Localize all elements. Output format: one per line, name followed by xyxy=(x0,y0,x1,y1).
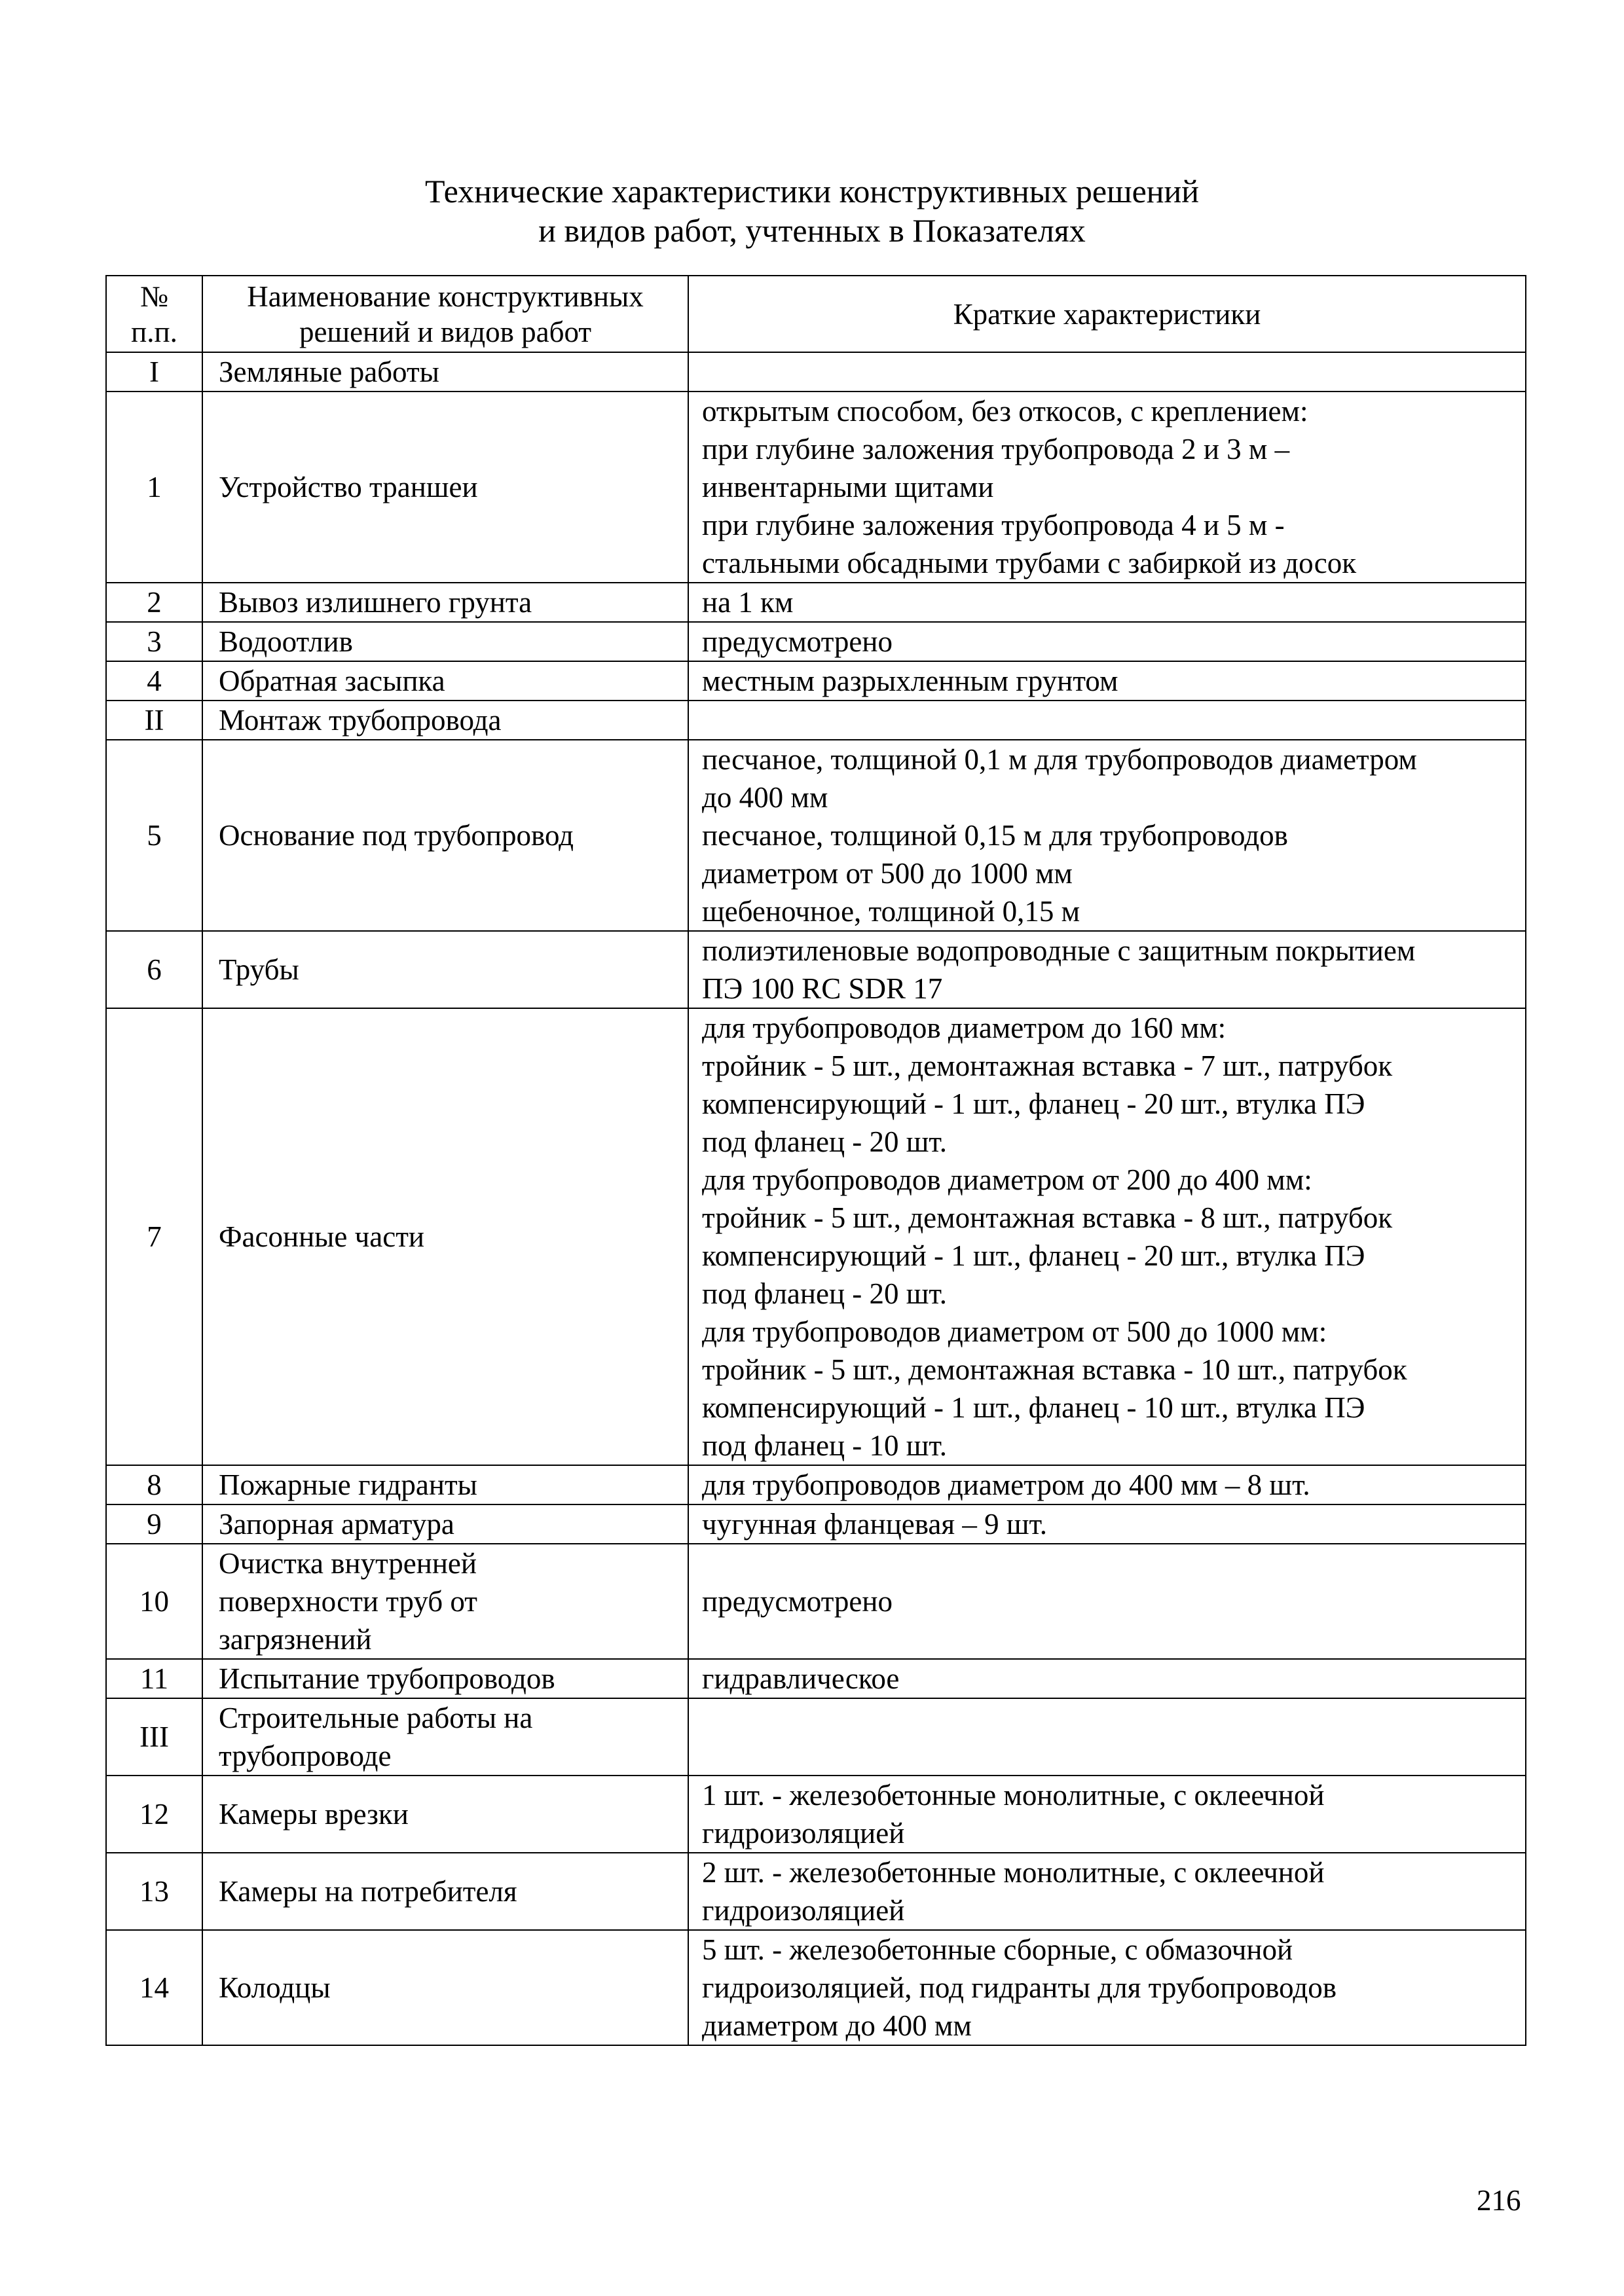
row-description-line: диаметром до 400 мм xyxy=(702,2009,972,2042)
row-name-line: Запорная арматура xyxy=(219,1508,454,1540)
row-name-line: Основание под трубопровод xyxy=(219,819,574,852)
row-description xyxy=(688,352,1526,392)
row-name-line: Вывоз излишнего грунта xyxy=(219,586,532,619)
table-row xyxy=(106,1853,1526,1930)
row-description xyxy=(688,1698,1526,1776)
row-number: 6 xyxy=(106,931,202,1008)
header-name-line-1: Наименование конструктивных xyxy=(247,280,644,313)
table-header-row xyxy=(106,276,1526,352)
row-name-line: Колодцы xyxy=(219,1971,331,2004)
row-description xyxy=(688,1008,1526,1465)
row-name-line: поверхности труб от xyxy=(219,1585,477,1618)
row-description xyxy=(688,1853,1526,1930)
row-name-line: Обратная засыпка xyxy=(219,665,445,697)
page-number: 216 xyxy=(1477,2184,1521,2217)
row-description-line: гидравлическое xyxy=(702,1662,900,1695)
table-row xyxy=(106,1698,1526,1776)
title-line-2: и видов работ, учтенных в Показателях xyxy=(538,212,1086,249)
row-number: 7 xyxy=(106,1008,202,1465)
row-description xyxy=(688,622,1526,661)
row-name-line: Земляные работы xyxy=(219,355,439,388)
row-description xyxy=(688,1544,1526,1659)
row-number: 8 xyxy=(106,1465,202,1504)
row-description xyxy=(688,740,1526,931)
row-description-line: на 1 км xyxy=(702,586,794,619)
row-number: 11 xyxy=(106,1659,202,1698)
row-description xyxy=(688,392,1526,583)
row-name xyxy=(202,352,688,392)
row-description-line: компенсирующий - 1 шт., фланец - 20 шт., втулка ПЭ xyxy=(702,1239,1365,1272)
row-name-line: загрязнений xyxy=(219,1623,372,1656)
row-description-line: открытым способом, без откосов, с креплением: xyxy=(702,395,1308,428)
row-description-line: диаметром от 500 до 1000 мм xyxy=(702,857,1073,890)
table-row xyxy=(106,622,1526,661)
row-description-line: компенсирующий - 1 шт., фланец - 20 шт., втулка ПЭ xyxy=(702,1087,1365,1120)
row-name xyxy=(202,392,688,583)
header-number xyxy=(106,276,202,352)
row-description xyxy=(688,583,1526,622)
row-description xyxy=(688,1465,1526,1504)
row-description-line: для трубопроводов диаметром от 200 до 400 мм: xyxy=(702,1163,1312,1196)
row-number: 13 xyxy=(106,1853,202,1930)
row-name xyxy=(202,1853,688,1930)
table-row xyxy=(106,1465,1526,1504)
row-description-line: гидроизоляцией xyxy=(702,1817,905,1850)
row-description xyxy=(688,931,1526,1008)
row-description-line: тройник - 5 шт., демонтажная вставка - 10 шт., патрубок xyxy=(702,1353,1407,1386)
row-name xyxy=(202,1504,688,1544)
row-number: 12 xyxy=(106,1776,202,1853)
row-name-line: Очистка внутренней xyxy=(219,1547,477,1580)
row-description-line: для трубопроводов диаметром от 500 до 1000 мм: xyxy=(702,1315,1327,1348)
row-description-line: чугунная фланцевая – 9 шт. xyxy=(702,1508,1048,1540)
row-description-line: 1 шт. - железобетонные монолитные, с оклеечной xyxy=(702,1779,1325,1812)
row-description-line: предусмотрено xyxy=(702,1585,893,1618)
row-description-line: для трубопроводов диаметром до 400 мм – 8 шт. xyxy=(702,1468,1310,1501)
table-body xyxy=(106,352,1526,2045)
table-row xyxy=(106,661,1526,701)
table-row xyxy=(106,1776,1526,1853)
row-description-line: гидроизоляцией xyxy=(702,1894,905,1927)
row-name xyxy=(202,583,688,622)
row-number: 9 xyxy=(106,1504,202,1544)
row-description-line: 5 шт. - железобетонные сборные, с обмазочной xyxy=(702,1933,1293,1966)
row-description-line: под фланец - 20 шт. xyxy=(702,1125,947,1158)
row-description-line: предусмотрено xyxy=(702,625,893,658)
row-description-line: для трубопроводов диаметром до 160 мм: xyxy=(702,1011,1227,1044)
row-description-line: под фланец - 20 шт. xyxy=(702,1277,947,1310)
row-name xyxy=(202,1465,688,1504)
row-name xyxy=(202,1659,688,1698)
row-number: 10 xyxy=(106,1544,202,1659)
row-number: II xyxy=(106,701,202,740)
table-row xyxy=(106,1930,1526,2045)
row-description-line: при глубине заложения трубопровода 4 и 5 м - xyxy=(702,509,1285,541)
row-description xyxy=(688,1659,1526,1698)
row-name xyxy=(202,1776,688,1853)
row-name-line: Строительные работы на xyxy=(219,1702,533,1734)
row-number: 14 xyxy=(106,1930,202,2045)
row-name xyxy=(202,1544,688,1659)
characteristics-table xyxy=(105,275,1526,2046)
row-description-line: ПЭ 100 RC SDR 17 xyxy=(702,972,943,1005)
row-description-line: щебеночное, толщиной 0,15 м xyxy=(702,895,1080,928)
row-description-line: песчаное, толщиной 0,1 м для трубопроводов диаметром xyxy=(702,743,1417,776)
row-description-line: при глубине заложения трубопровода 2 и 3 м – xyxy=(702,433,1290,465)
row-name xyxy=(202,1930,688,2045)
row-number: 1 xyxy=(106,392,202,583)
row-description-line: стальными обсадными трубами с забиркой из досок xyxy=(702,547,1357,579)
row-name-line: трубопроводе xyxy=(219,1740,392,1772)
row-name-line: Фасонные части xyxy=(219,1220,424,1253)
row-number: 5 xyxy=(106,740,202,931)
page-title xyxy=(0,172,1624,250)
row-description-line: до 400 мм xyxy=(702,781,828,814)
row-description-line: инвентарными щитами xyxy=(702,471,994,503)
row-description xyxy=(688,701,1526,740)
row-description-line: полиэтиленовые водопроводные с защитным покрытием xyxy=(702,934,1416,967)
table-row xyxy=(106,931,1526,1008)
row-name xyxy=(202,931,688,1008)
row-description xyxy=(688,1930,1526,2045)
table-row xyxy=(106,392,1526,583)
row-number: I xyxy=(106,352,202,392)
row-name-line: Камеры на потребителя xyxy=(219,1875,517,1908)
row-description-line: под фланец - 10 шт. xyxy=(702,1429,947,1462)
row-description xyxy=(688,1504,1526,1544)
row-name xyxy=(202,701,688,740)
header-number-line-1: № xyxy=(140,280,168,313)
row-description xyxy=(688,1776,1526,1853)
row-name xyxy=(202,1008,688,1465)
header-name xyxy=(202,276,688,352)
table-row xyxy=(106,701,1526,740)
row-description-line: песчаное, толщиной 0,15 м для трубопроводов xyxy=(702,819,1288,852)
header-number-line-2: п.п. xyxy=(131,315,177,348)
row-description-line: тройник - 5 шт., демонтажная вставка - 8 шт., патрубок xyxy=(702,1201,1393,1234)
row-description-line: местным разрыхленным грунтом xyxy=(702,665,1118,697)
table-row xyxy=(106,583,1526,622)
header-name-line-2: решений и видов работ xyxy=(299,315,592,348)
row-description-line: тройник - 5 шт., демонтажная вставка - 7 шт., патрубок xyxy=(702,1049,1393,1082)
table-row xyxy=(106,740,1526,931)
table-row xyxy=(106,352,1526,392)
row-description xyxy=(688,661,1526,701)
row-name-line: Пожарные гидранты xyxy=(219,1468,477,1501)
row-name xyxy=(202,661,688,701)
row-description-line: компенсирующий - 1 шт., фланец - 10 шт., втулка ПЭ xyxy=(702,1391,1365,1424)
row-name xyxy=(202,622,688,661)
row-name-line: Монтаж трубопровода xyxy=(219,704,502,737)
row-name-line: Водоотлив xyxy=(219,625,353,658)
row-description-line: 2 шт. - железобетонные монолитные, с оклеечной xyxy=(702,1856,1325,1889)
row-name-line: Трубы xyxy=(219,953,299,986)
row-number: 4 xyxy=(106,661,202,701)
table-row xyxy=(106,1008,1526,1465)
table-row xyxy=(106,1504,1526,1544)
row-number: 2 xyxy=(106,583,202,622)
row-name xyxy=(202,1698,688,1776)
header-description: Краткие характеристики xyxy=(688,276,1526,352)
row-number: 3 xyxy=(106,622,202,661)
row-name xyxy=(202,740,688,931)
table-row xyxy=(106,1659,1526,1698)
row-name-line: Испытание трубопроводов xyxy=(219,1662,555,1695)
row-number: III xyxy=(106,1698,202,1776)
title-line-1: Технические характеристики конструктивных решений xyxy=(424,173,1200,210)
row-description-line: гидроизоляцией, под гидранты для трубопроводов xyxy=(702,1971,1337,2004)
row-name-line: Камеры врезки xyxy=(219,1798,409,1831)
table-row xyxy=(106,1544,1526,1659)
row-name-line: Устройство траншеи xyxy=(219,471,478,503)
